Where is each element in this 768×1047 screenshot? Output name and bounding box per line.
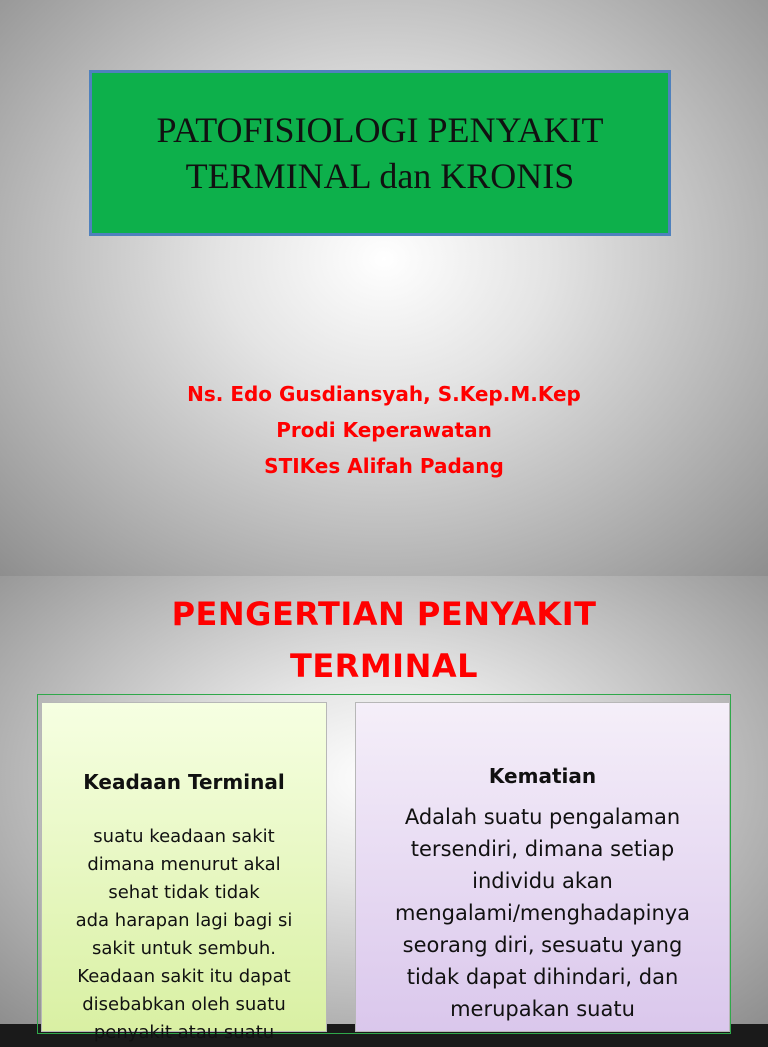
title-line-1: PATOFISIOLOGI PENYAKIT — [156, 110, 604, 150]
card-body-line: disebabkan oleh suatu — [82, 994, 286, 1015]
author-name: Ns. Edo Gusdiansyah, S.Kep.M.Kep — [187, 382, 581, 406]
card-keadaan-terminal — [41, 702, 327, 1043]
card-body-line: tersendiri, dimana setiap — [410, 837, 675, 861]
card-body-line: seorang diri, sesuatu yang — [402, 933, 683, 957]
card-body-line: Adalah suatu pengalaman — [404, 805, 681, 829]
card-title: Keadaan Terminal — [83, 770, 285, 794]
card-body-line: suatu keadaan sakit — [93, 826, 275, 847]
title-box — [89, 70, 671, 236]
card-body-line: ada harapan lagi bagi si — [75, 910, 293, 931]
card-body-line: sakit untuk sembuh. — [92, 938, 276, 959]
title-line-2: TERMINAL dan KRONIS — [185, 156, 575, 196]
card-body — [356, 801, 729, 1025]
card-body — [42, 823, 326, 1047]
card-body-line: Keadaan sakit itu dapat — [77, 966, 291, 987]
card-body-line: tidak dapat dihindari, dan — [406, 965, 679, 989]
heading-line-1: PENGERTIAN PENYAKIT — [171, 595, 597, 633]
card-body-line: mengalami/menghadapinya — [394, 901, 691, 925]
card-body-line: dimana menurut akal — [87, 854, 281, 875]
card-body-line: penyakit atau suatu — [93, 1022, 275, 1043]
author-block — [0, 376, 768, 484]
heading-line-2: TERMINAL — [289, 647, 478, 685]
card-body-line: merupakan suatu — [450, 997, 635, 1021]
card-title: Kematian — [488, 764, 597, 788]
card-body-line: sehat tidak tidak — [108, 882, 260, 903]
card-body-line: individu akan — [472, 869, 613, 893]
author-program: Prodi Keperawatan — [276, 418, 492, 442]
slide-2-heading — [0, 588, 768, 692]
author-institution: STIKes Alifah Padang — [264, 454, 504, 478]
card-kematian — [355, 702, 730, 1032]
slide-2 — [0, 576, 768, 1043]
